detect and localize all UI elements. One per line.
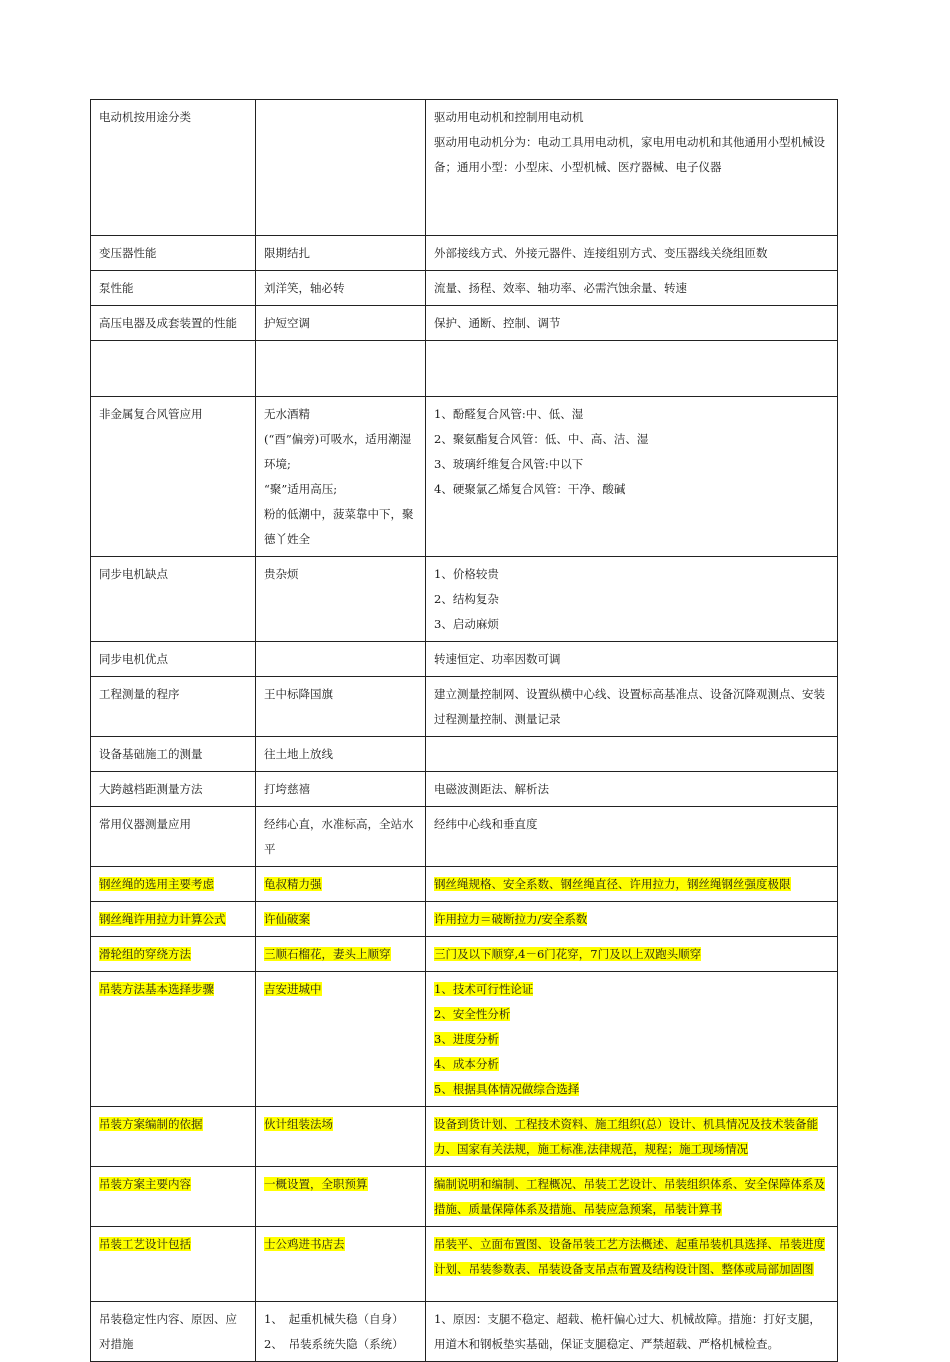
highlighted-text: 钢丝绳许用拉力计算公式	[99, 912, 226, 926]
mnemonic-cell	[256, 397, 426, 557]
cell-text	[264, 907, 417, 932]
topic-cell	[91, 867, 256, 902]
highlighted-text: 吉安进城中	[264, 982, 322, 996]
highlighted-text: 吊装方案编制的依据	[99, 1117, 203, 1131]
cell-text: 2、聚氨酯复合风管：低、中、高、洁、湿	[434, 432, 649, 446]
mnemonic-cell	[256, 557, 426, 642]
cell-text	[434, 1027, 829, 1052]
table-row	[91, 306, 838, 341]
topic-cell	[91, 557, 256, 642]
highlighted-text: 设备到货计划、工程技术资料、施工组织(总）设计、机具情况及技术装备能力、国家有关法规，施工标准,法律规范，规程；施工现场情况	[434, 1117, 818, 1156]
highlighted-text: 龟叔精力强	[264, 877, 322, 891]
content-cell	[426, 937, 838, 972]
cell-text	[434, 977, 829, 1002]
cell-text: 驱动用电动机和控制用电动机	[434, 110, 584, 124]
table-row	[91, 867, 838, 902]
cell-text	[434, 1112, 829, 1162]
topic-cell	[91, 100, 256, 236]
mnemonic-cell	[256, 937, 426, 972]
mnemonic-cell	[256, 1302, 426, 1362]
content-cell	[426, 867, 838, 902]
cell-text: 常用仪器测量应用	[99, 817, 191, 831]
cell-text	[434, 1172, 829, 1222]
mnemonic-cell	[256, 642, 426, 677]
topic-cell	[91, 677, 256, 737]
cell-text	[99, 1172, 247, 1197]
cell-text: 外部接线方式、外接元器件、连接组别方式、变压器线关绕组匝数	[434, 246, 768, 260]
content-cell	[426, 271, 838, 306]
cell-text: 1、原因：支腿不稳定、超载、桅杆偏心过大、机械故障。措施：打好支腿，用道木和钢板垫实基础，保证支腿稳定、严禁超载、严格机械检查。	[434, 1312, 821, 1351]
highlighted-text: 吊装平、立面布置图、设备吊装工艺方法概述、起重吊装机具选择、吊装进度计划、吊装参数表、吊装设备支吊点布置及结构设计图、整体或局部加固图	[434, 1237, 825, 1276]
mnemonic-cell	[256, 972, 426, 1107]
mnemonic-cell	[256, 807, 426, 867]
table-row	[91, 937, 838, 972]
mnemonic-cell	[256, 1227, 426, 1302]
highlighted-text: 1、技术可行性论证	[434, 982, 534, 996]
cell-text: 泵性能	[99, 281, 134, 295]
content-cell	[426, 902, 838, 937]
highlighted-text: 吊装方案主要内容	[99, 1177, 191, 1191]
cell-text: 保护、通断、控制、调节	[434, 316, 561, 330]
mnemonic-cell	[256, 271, 426, 306]
table-row	[91, 1167, 838, 1227]
content-cell	[426, 972, 838, 1107]
cell-text: 王中标降国旗	[264, 687, 333, 701]
highlighted-text: 钢丝绳的选用主要考虑	[99, 877, 214, 891]
content-cell	[426, 677, 838, 737]
cell-text	[434, 1077, 829, 1102]
cell-text	[434, 872, 829, 897]
cell-text	[264, 1112, 417, 1137]
content-cell	[426, 397, 838, 557]
cell-text: 护短空调	[264, 316, 310, 330]
highlighted-text: 滑轮组的穿绕方法	[99, 947, 191, 961]
highlighted-text: 许仙破案	[264, 912, 310, 926]
highlighted-text: 编制说明和编制、工程概况、吊装工艺设计、吊装组织体系、安全保障体系及措施、质量保障体系及措施、吊装应急预案，吊装计算书	[434, 1177, 825, 1216]
content-cell	[426, 341, 838, 397]
topic-cell	[91, 1107, 256, 1167]
topic-cell	[91, 807, 256, 867]
mnemonic-cell	[256, 902, 426, 937]
cell-text: 2、 吊装系统失隐（系统）	[264, 1337, 404, 1351]
mnemonic-cell	[256, 1107, 426, 1167]
cell-text	[99, 942, 247, 967]
cell-text: 粉的低潮中，菠菜靠中下，聚德丫姓全	[264, 507, 414, 546]
highlighted-text: 许用拉力＝破断拉力/安全系数	[434, 912, 588, 926]
content-cell	[426, 557, 838, 642]
mnemonic-cell	[256, 737, 426, 772]
highlighted-text: 2、安全性分析	[434, 1007, 511, 1021]
cell-text	[99, 1112, 247, 1137]
cell-text: 同步电机优点	[99, 652, 168, 666]
table-row	[91, 677, 838, 737]
table-row	[91, 737, 838, 772]
mnemonic-cell	[256, 772, 426, 807]
mnemonic-cell	[256, 1167, 426, 1227]
highlighted-text: 吊装方法基本选择步骤	[99, 982, 214, 996]
cell-text: 限期结扎	[264, 246, 310, 260]
highlighted-text: 吊装工艺设计包括	[99, 1237, 191, 1251]
topic-cell	[91, 1167, 256, 1227]
topic-cell	[91, 772, 256, 807]
cell-text: “聚”适用高压;	[264, 482, 338, 496]
table-row	[91, 642, 838, 677]
table-row	[91, 100, 838, 236]
topic-cell	[91, 937, 256, 972]
cell-text: 工程测量的程序	[99, 687, 180, 701]
cell-text: 经纬中心线和垂直度	[434, 817, 538, 831]
cell-text	[434, 1002, 829, 1027]
topic-cell	[91, 1302, 256, 1362]
notes-table-body	[91, 100, 838, 1362]
topic-cell	[91, 236, 256, 271]
cell-text	[434, 1232, 829, 1282]
content-cell	[426, 642, 838, 677]
cell-text: 4、硬聚氯乙烯复合风管：干净、酸碱	[434, 482, 626, 496]
table-row	[91, 772, 838, 807]
cell-text: 同步电机缺点	[99, 567, 168, 581]
table-row	[91, 902, 838, 937]
mnemonic-cell	[256, 341, 426, 397]
table-row	[91, 1107, 838, 1167]
table-row	[91, 972, 838, 1107]
highlighted-text: 一概设置，全职预算	[264, 1177, 368, 1191]
cell-text	[264, 977, 417, 1002]
highlighted-text: 士公鸡进书店去	[264, 1237, 345, 1251]
content-cell	[426, 737, 838, 772]
content-cell	[426, 1227, 838, 1302]
cell-text: 变压器性能	[99, 246, 157, 260]
mnemonic-cell	[256, 677, 426, 737]
cell-text: 电动机按用途分类	[99, 110, 191, 124]
topic-cell	[91, 341, 256, 397]
cell-text: 非金属复合风管应用	[99, 407, 203, 421]
cell-text: 2、结构复杂	[434, 592, 499, 606]
content-cell	[426, 1302, 838, 1362]
cell-text: 3、玻璃纤维复合风管:中以下	[434, 457, 584, 471]
cell-text	[99, 872, 247, 897]
cell-text	[434, 907, 829, 932]
topic-cell	[91, 972, 256, 1107]
content-cell	[426, 100, 838, 236]
cell-text: 贵杂烦	[264, 567, 299, 581]
table-row	[91, 341, 838, 397]
cell-text: 流量、扬程、效率、轴功率、必需汽蚀余量、转速	[434, 281, 687, 295]
cell-text: 1、价格较贵	[434, 567, 499, 581]
cell-text: 经纬心直，水准标高，全站水平	[264, 817, 414, 856]
cell-text: 电磁波测距法、解析法	[434, 782, 549, 796]
highlighted-text: 三门及以下顺穿,4－6门花穿，7门及以上双跑头顺穿	[434, 947, 702, 961]
mnemonic-cell	[256, 236, 426, 271]
content-cell	[426, 772, 838, 807]
topic-cell	[91, 1227, 256, 1302]
cell-text	[434, 1052, 829, 1077]
content-cell	[426, 1167, 838, 1227]
mnemonic-cell	[256, 306, 426, 341]
highlighted-text: 伙计组装法场	[264, 1117, 333, 1131]
cell-text: 吊装稳定性内容、原因、应对措施	[99, 1312, 237, 1351]
table-row	[91, 1227, 838, 1302]
content-cell	[426, 236, 838, 271]
cell-text: 刘洋笑，轴必转	[264, 281, 345, 295]
table-row	[91, 397, 838, 557]
cell-text: 无水酒精	[264, 407, 310, 421]
content-cell	[426, 1107, 838, 1167]
mnemonic-cell	[256, 100, 426, 236]
cell-text: 设备基础施工的测量	[99, 747, 203, 761]
cell-text: 1、 起重机械失稳（自身）	[264, 1312, 404, 1326]
topic-cell	[91, 306, 256, 341]
mnemonic-cell	[256, 867, 426, 902]
cell-text	[99, 907, 247, 932]
topic-cell	[91, 642, 256, 677]
cell-text	[434, 942, 829, 967]
topic-cell	[91, 737, 256, 772]
highlighted-text: 钢丝绳规格、安全系数、钢丝绳直径、许用拉力，钢丝绳钢丝强度极限	[434, 877, 791, 891]
cell-text	[264, 1232, 417, 1257]
table-row	[91, 1302, 838, 1362]
topic-cell	[91, 902, 256, 937]
highlighted-text: 3、进度分析	[434, 1032, 499, 1046]
highlighted-text: 4、成本分析	[434, 1057, 499, 1071]
cell-text: 大跨越档距测量方法	[99, 782, 203, 796]
cell-text: 转速恒定、功率因数可调	[434, 652, 561, 666]
highlighted-text: 三顺石榴花，妻头上顺穿	[264, 947, 391, 961]
content-cell	[426, 807, 838, 867]
cell-text	[99, 977, 247, 1002]
cell-text: 高压电器及成套装置的性能	[99, 316, 237, 330]
table-row	[91, 807, 838, 867]
table-row	[91, 236, 838, 271]
notes-table	[90, 99, 838, 1362]
cell-text	[264, 942, 417, 967]
cell-text	[264, 1172, 417, 1197]
topic-cell	[91, 397, 256, 557]
cell-text: 往土地上放线	[264, 747, 333, 761]
cell-text	[99, 1232, 247, 1257]
cell-text: 1、酚醛复合风管:中、低、湿	[434, 407, 584, 421]
highlighted-text: 5、根据具体情况做综合选择	[434, 1082, 580, 1096]
cell-text: 打垮慈禧	[264, 782, 310, 796]
cell-text	[264, 872, 417, 897]
cell-text: 建立测量控制网、设置纵横中心线、设置标高基准点、设备沉降观测点、安装过程测量控制、测量记录	[434, 687, 825, 726]
table-row	[91, 271, 838, 306]
cell-text: (“酉”偏旁)可吸水，适用潮湿环境;	[264, 432, 412, 471]
topic-cell	[91, 271, 256, 306]
table-row	[91, 557, 838, 642]
cell-text: 3、启动麻烦	[434, 617, 499, 631]
content-cell	[426, 306, 838, 341]
cell-text: 驱动用电动机分为：电动工具用电动机，家电用电动机和其他通用小型机械设备；通用小型：小型床、小型机械、医疗器械、电子仪器	[434, 135, 825, 174]
